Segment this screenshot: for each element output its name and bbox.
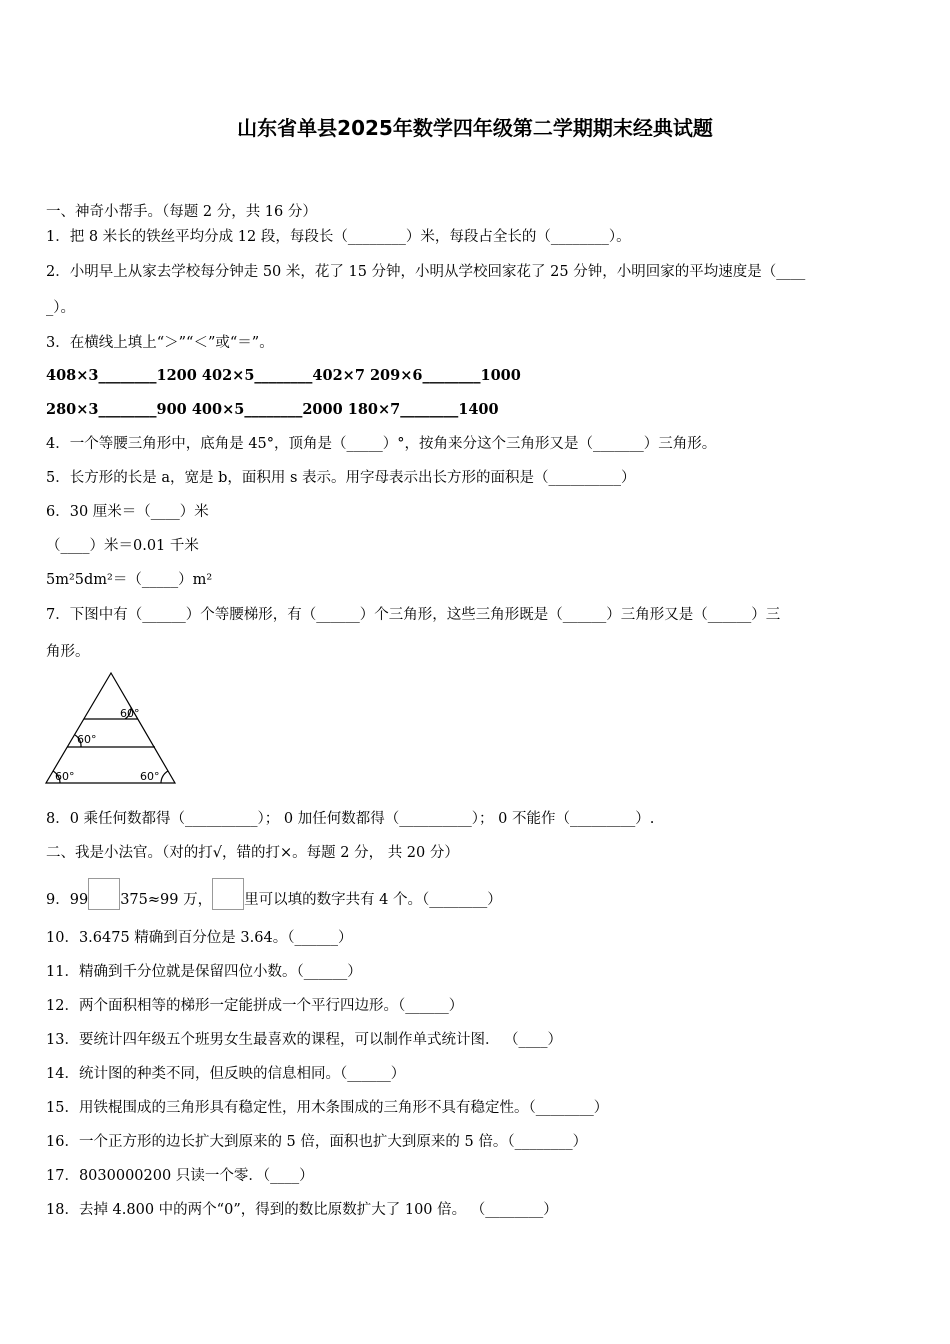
question-2-line-2: _）。	[46, 300, 75, 316]
question-3: 3．在横线上填上“＞”“＜”或“＝”。	[46, 335, 274, 351]
outer-triangle	[46, 673, 175, 783]
question-8: 8．0 乘任何数都得（__________）； 0 加任何数都得（__________）； 0 不能作（_________）.	[46, 811, 655, 827]
angle-arc-right	[161, 771, 168, 783]
question-1: 1．把 8 米长的铁丝平均分成 12 段，每段长（________）米，每段占全长的（________）。	[46, 229, 631, 245]
question-15: 15．用铁棍围成的三角形具有稳定性，用木条围成的三角形不具有稳定性。（________）	[46, 1100, 609, 1116]
question-4: 4．一个等腰三角形中，底角是 45°，顶角是（_____）°，按角来分这个三角形又是（_______）三角形。	[46, 436, 717, 452]
angle-label-left: 60°	[55, 770, 75, 783]
question-11: 11．精确到千分位就是保留四位小数。（______）	[46, 964, 362, 980]
question-10: 10．3.6475 精确到百分位是 3.64。（______）	[46, 930, 353, 946]
section-heading-1: 一、神奇小帮手。（每题 2 分，共 16 分）	[46, 204, 317, 220]
question-6-line-2: （____）米＝0.01 千米	[46, 538, 199, 554]
question-3-row-1: 408×3________1200 402×5________402×7 209×6________1000	[46, 367, 521, 384]
angle-label-right: 60°	[140, 770, 160, 783]
question-12: 12．两个面积相等的梯形一定能拼成一个平行四边形。（______）	[46, 998, 464, 1014]
question-3-row-2: 280×3________900 400×5________2000 180×7________1400	[46, 401, 499, 418]
question-9-number: 9．	[46, 892, 70, 908]
triangle-figure	[44, 671, 178, 787]
page-title: 山东省单县2025年数学四年级第二学期期末经典试题	[237, 116, 713, 140]
question-2-line-1: 2．小明早上从家去学校每分钟走 50 米，花了 15 分钟，小明从学校回家花了 25 分钟，小明回家的平均速度是（____	[46, 264, 806, 280]
blank-box-1	[88, 878, 120, 910]
question-7-line-2: 角形。	[46, 644, 90, 660]
question-6-line-1: 6．30 厘米＝（____）米	[46, 504, 209, 520]
question-14: 14．统计图的种类不同，但反映的信息相同。（______）	[46, 1066, 406, 1082]
question-16: 16．一个正方形的边长扩大到原来的 5 倍，面积也扩大到原来的 5 倍。（________）	[46, 1134, 588, 1150]
question-7-line-1: 7．下图中有（______）个等腰梯形，有（______）个三角形，这些三角形既是（______）三角形又是（______）三	[46, 607, 781, 623]
section-heading-2: 二、我是小法官。（对的打√，错的打×。每题 2 分， 共 20 分）	[46, 845, 459, 861]
question-18: 18．去掉 4.800 中的两个“0”，得到的数比原数扩大了 100 倍。 （________）	[46, 1202, 558, 1218]
angle-label-top: 60°	[120, 707, 140, 720]
question-9-part-c: 里可以填的数字共有 4 个。（________）	[244, 892, 502, 908]
question-13: 13．要统计四年级五个班男女生最喜欢的课程，可以制作单式统计图． （____）	[46, 1032, 563, 1048]
question-6-line-3: 5m²5dm²＝（_____）m²	[46, 572, 213, 588]
question-5: 5．长方形的长是 a，宽是 b，面积用 s 表示。用字母表示出长方形的面积是（__________）	[46, 470, 636, 486]
question-9-part-b: 375≈99 万，	[120, 892, 213, 908]
question-9-part-a: 99	[69, 892, 89, 908]
question-17: 17．8030000200 只读一个零．（____）	[46, 1168, 314, 1184]
angle-label-mid: 60°	[77, 733, 97, 746]
blank-box-2	[212, 878, 244, 910]
question-9	[46, 878, 502, 910]
